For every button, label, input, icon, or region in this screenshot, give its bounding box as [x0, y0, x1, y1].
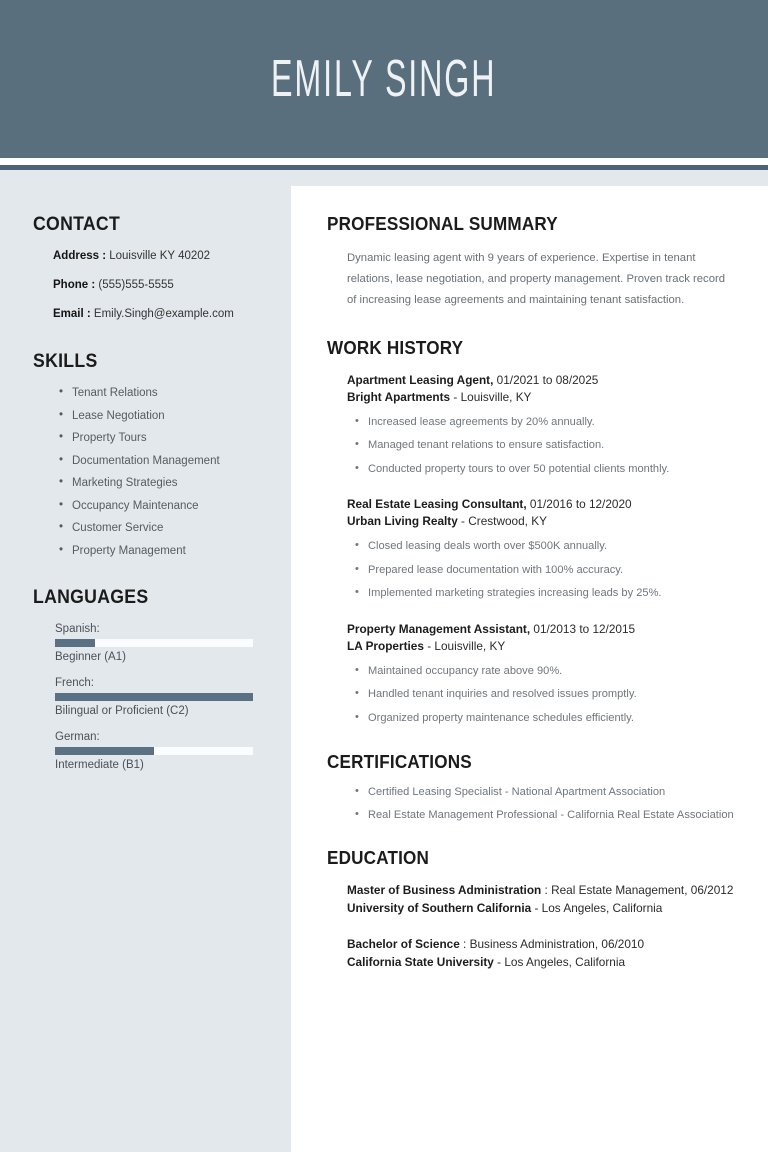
- education-degree: Bachelor of Science: [347, 937, 460, 952]
- contact-value: (555)555-5555: [95, 278, 174, 291]
- education-degree: Master of Business Administration: [347, 883, 542, 898]
- job-title: Property Management Assistant,: [347, 621, 531, 636]
- contact-item: [53, 250, 263, 264]
- certifications-section: [327, 752, 738, 821]
- education-entry: [347, 936, 738, 971]
- job-title: Apartment Leasing Agent,: [347, 372, 494, 387]
- education-degree-line: [347, 936, 738, 954]
- job-company: Bright Apartments: [347, 389, 451, 404]
- contact-section: [33, 214, 263, 321]
- language-name: Spanish:: [55, 622, 100, 635]
- job-list: [327, 372, 738, 725]
- education-heading: EDUCATION: [327, 848, 430, 869]
- skills-list: [59, 387, 263, 557]
- language-progress-fill: [55, 693, 253, 701]
- languages-list: [33, 623, 263, 771]
- contact-list: [33, 250, 263, 321]
- language-progress-track: [55, 693, 253, 701]
- job-bullets: [355, 539, 738, 600]
- work-history-heading: WORK HISTORY: [327, 337, 464, 358]
- job-dates: 01/2021 to 08/2025: [493, 372, 599, 387]
- skill-item: • Lease Negotiation: [59, 410, 263, 422]
- job-bullet: • Increased lease agreements by 20% annually.: [355, 415, 738, 429]
- summary-text: Dynamic leasing agent with 9 years of experience. Expertise in tenant relations, lease negotiation, and property management. Proven track record of increasing lease agreements and maintaining tenant satisfaction.: [347, 252, 726, 306]
- job-title-line: [347, 496, 738, 513]
- language-item: [55, 731, 263, 771]
- language-name: German:: [55, 730, 100, 743]
- job-bullets: [355, 664, 738, 725]
- education-section: [327, 848, 738, 972]
- job-location: - Louisville, KY: [423, 638, 506, 653]
- education-detail: : Real Estate Management, 06/2012: [541, 883, 734, 898]
- skills-heading: SKILLS: [33, 351, 98, 373]
- contact-item: [53, 279, 263, 293]
- skill-item: • Property Management: [59, 545, 263, 557]
- job-bullet: • Implemented marketing strategies increasing leads by 25%.: [355, 586, 738, 600]
- skill-item: • Occupancy Maintenance: [59, 500, 263, 512]
- job-company-line: [347, 513, 738, 530]
- job-title: Real Estate Leasing Consultant,: [347, 497, 527, 512]
- job-entry: [347, 372, 738, 476]
- skill-item: • Marketing Strategies: [59, 477, 263, 489]
- language-level: Bilingual or Proficient (C2): [55, 704, 189, 717]
- language-level: Intermediate (B1): [55, 758, 144, 771]
- language-level: Beginner (A1): [55, 650, 126, 663]
- sidebar: [0, 170, 285, 1152]
- education-location: - Los Angeles, California: [493, 955, 626, 970]
- skill-item: • Property Tours: [59, 432, 263, 444]
- education-school: California State University: [347, 955, 494, 970]
- language-progress-fill: [55, 747, 154, 755]
- certifications-list: [355, 786, 738, 821]
- languages-heading: LANGUAGES: [33, 586, 149, 608]
- skill-item: • Documentation Management: [59, 455, 263, 467]
- contact-item: [53, 308, 263, 322]
- language-progress-fill: [55, 639, 95, 647]
- education-school: University of Southern California: [347, 900, 532, 915]
- resume-body: [0, 170, 768, 1152]
- candidate-name: EMILY SINGH: [271, 50, 497, 108]
- job-bullet: • Closed leasing deals worth over $500K annually.: [355, 539, 738, 553]
- main-column-wrap: [285, 170, 768, 1152]
- work-history-section: [327, 338, 738, 725]
- main-column: [291, 186, 768, 1152]
- job-bullet: • Managed tenant relations to ensure satisfaction.: [355, 438, 738, 452]
- contact-label: Email :: [53, 307, 91, 320]
- job-dates: 01/2013 to 12/2015: [530, 621, 636, 636]
- job-bullet: • Maintained occupancy rate above 90%.: [355, 664, 738, 678]
- certification-item: • Certified Leasing Specialist - National Apartment Association: [355, 786, 738, 798]
- job-title-line: [347, 372, 738, 389]
- language-progress-track: [55, 747, 253, 755]
- language-name: French:: [55, 676, 94, 689]
- contact-label: Address :: [53, 250, 107, 262]
- job-location: - Louisville, KY: [450, 389, 532, 404]
- job-company-line: [347, 638, 738, 655]
- skill-item: • Customer Service: [59, 522, 263, 534]
- language-item: [55, 623, 263, 663]
- education-list: [327, 882, 738, 972]
- skills-section: [33, 351, 263, 557]
- education-entry: [347, 882, 738, 917]
- education-school-line: [347, 900, 738, 918]
- education-location: - Los Angeles, California: [531, 900, 663, 915]
- job-company: LA Properties: [347, 638, 424, 653]
- job-entry: [347, 621, 738, 725]
- contact-value: Louisville KY 40202: [106, 250, 211, 262]
- job-company-line: [347, 389, 738, 406]
- job-title-line: [347, 621, 738, 638]
- job-company: Urban Living Realty: [347, 514, 458, 529]
- summary-section: [327, 214, 738, 311]
- job-bullets: [355, 415, 738, 476]
- education-school-line: [347, 954, 738, 972]
- skill-item: • Tenant Relations: [59, 387, 263, 399]
- contact-heading: CONTACT: [33, 214, 121, 235]
- job-bullet: • Prepared lease documentation with 100% accuracy.: [355, 563, 738, 577]
- education-detail: : Business Administration, 06/2010: [459, 937, 645, 952]
- education-degree-line: [347, 882, 738, 900]
- job-location: - Crestwood, KY: [457, 514, 547, 529]
- contact-value: Emily.Singh@example.com: [90, 307, 234, 320]
- job-bullet: • Handled tenant inquiries and resolved issues promptly.: [355, 687, 738, 701]
- contact-label: Phone :: [53, 278, 96, 291]
- job-entry: [347, 496, 738, 600]
- languages-section: [33, 587, 263, 771]
- certification-item: • Real Estate Management Professional - California Real Estate Association: [355, 809, 738, 821]
- job-dates: 01/2016 to 12/2020: [526, 497, 632, 512]
- job-bullet: • Conducted property tours to over 50 potential clients monthly.: [355, 462, 738, 476]
- language-item: [55, 677, 263, 717]
- resume-header: [0, 0, 768, 158]
- job-bullet: • Organized property maintenance schedules efficiently.: [355, 711, 738, 725]
- certifications-heading: CERTIFICATIONS: [327, 752, 472, 773]
- header-gap: [0, 158, 768, 165]
- summary-heading: PROFESSIONAL SUMMARY: [327, 214, 558, 234]
- language-progress-track: [55, 639, 253, 647]
